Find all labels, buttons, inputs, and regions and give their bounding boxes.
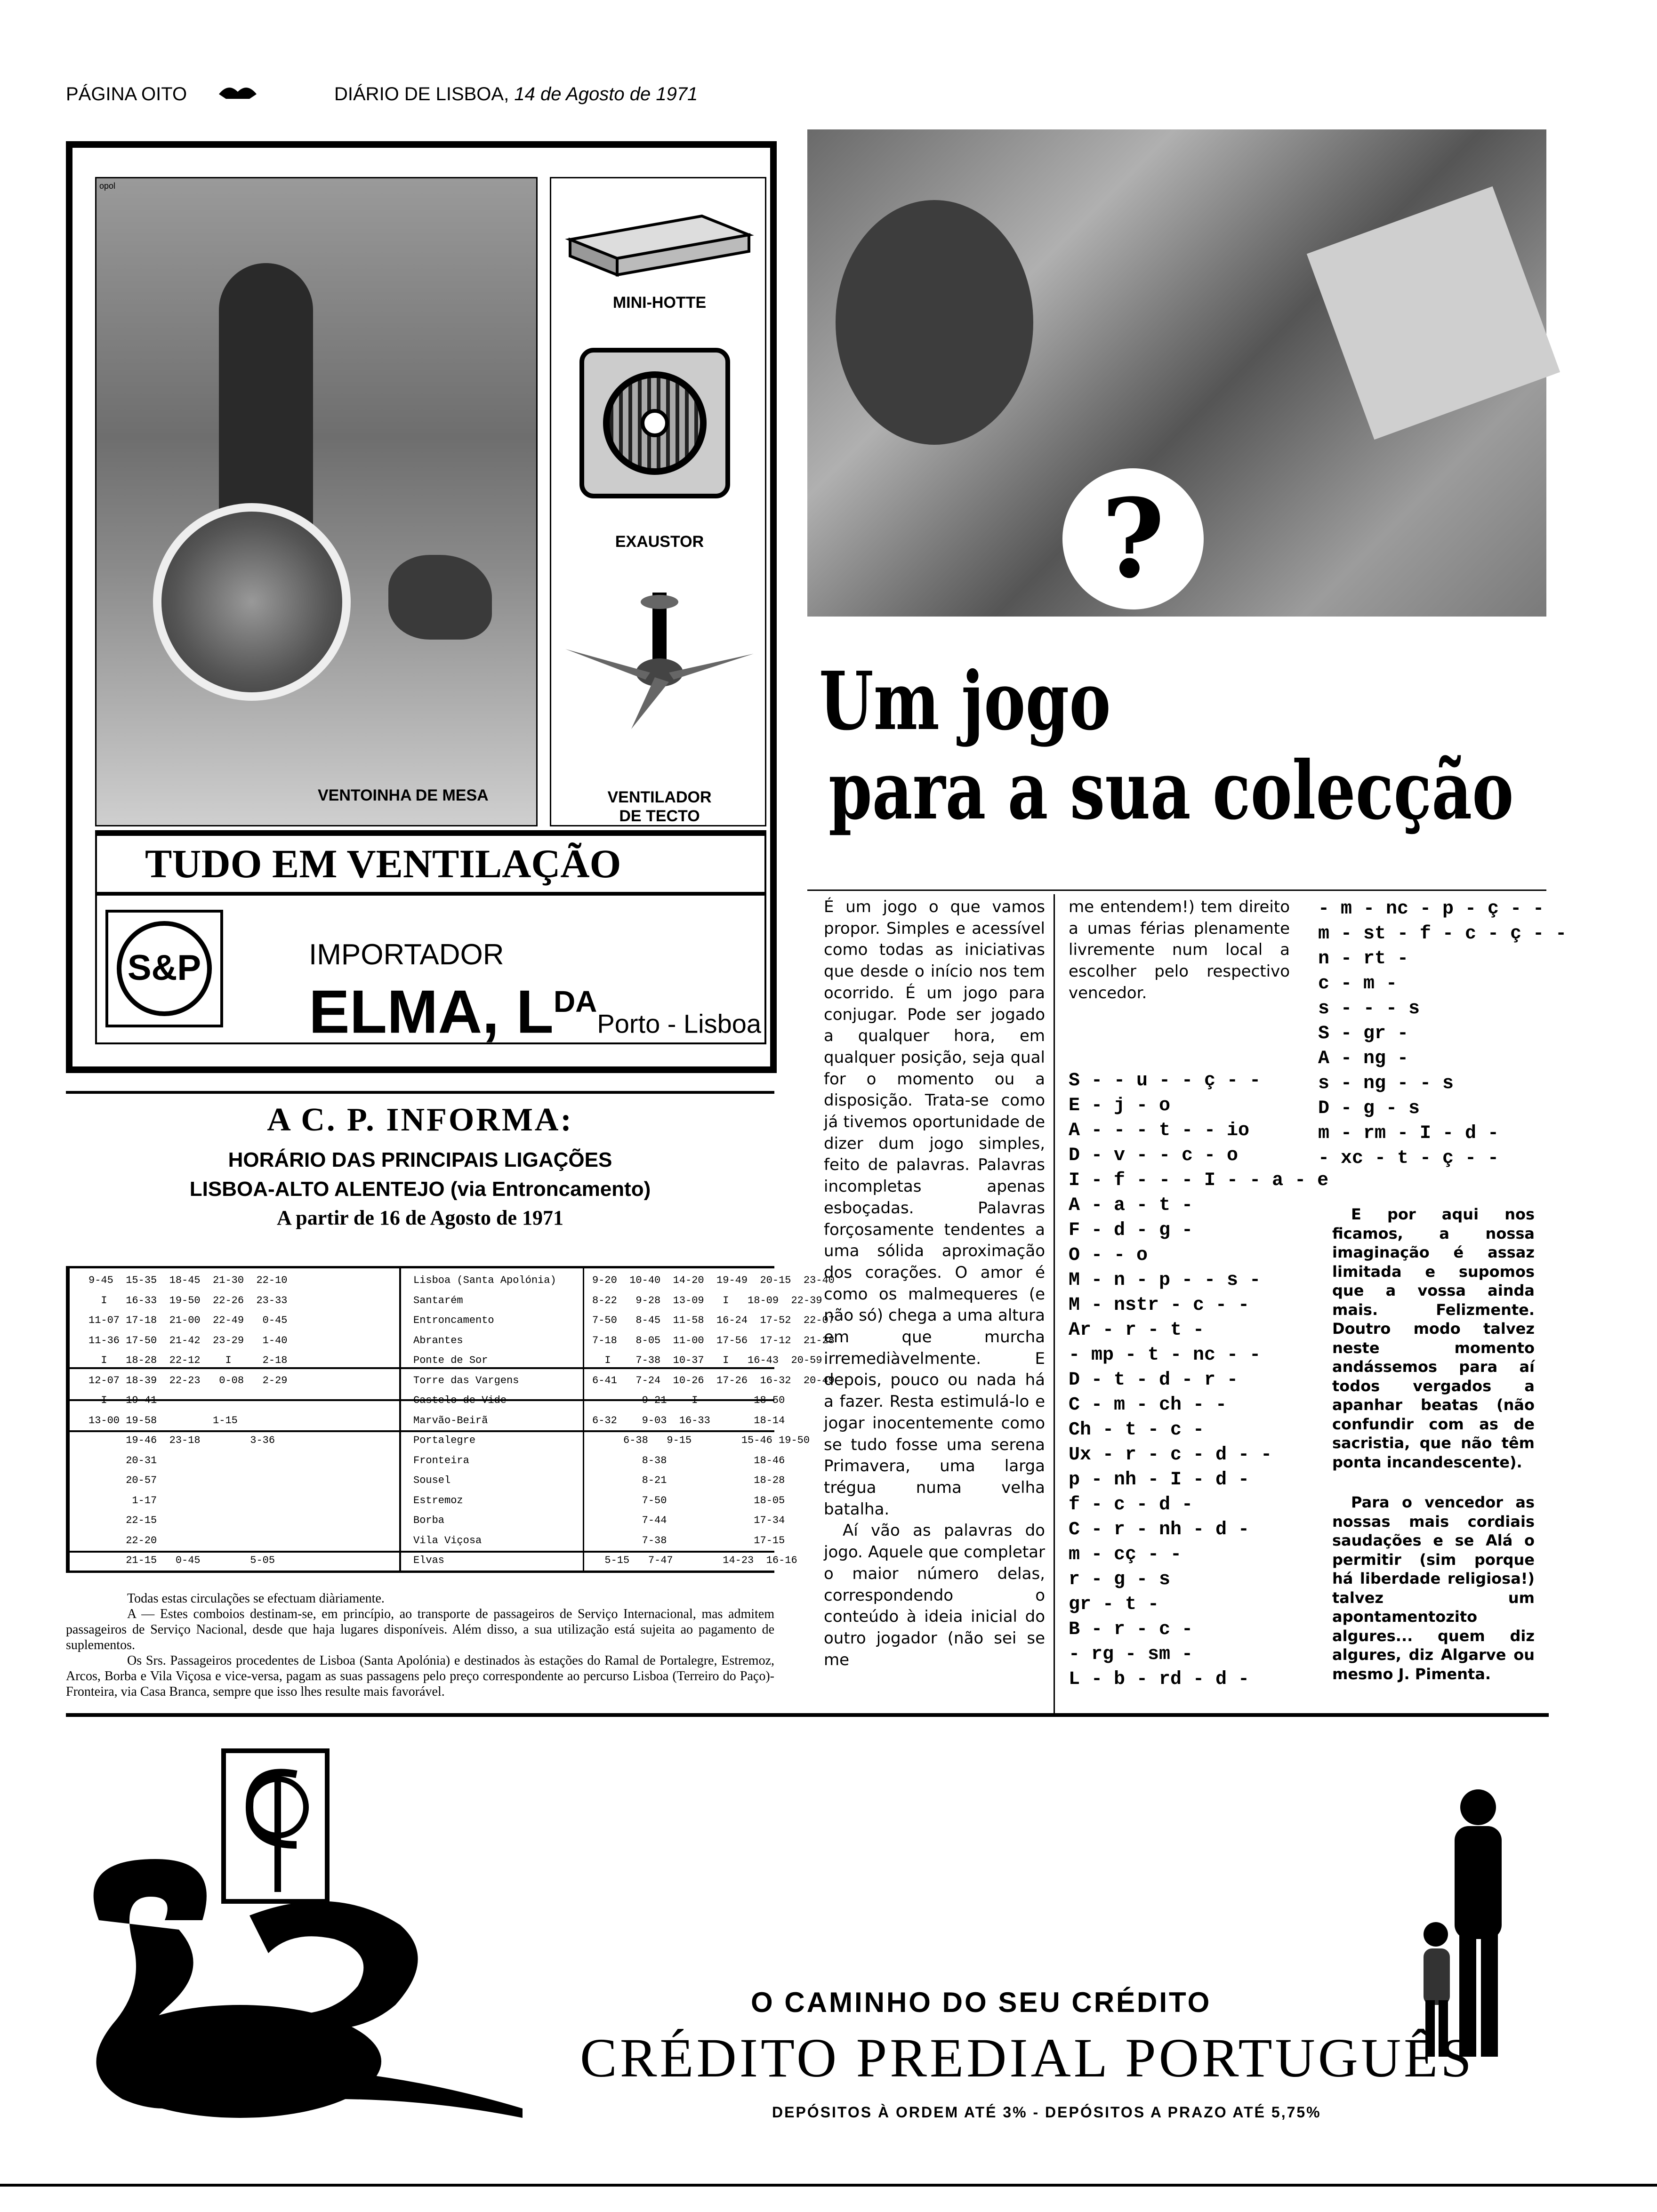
footnote-b: Os Srs. Passageiros procedentes de Lisboa (Santa Apolónia) e destinados às estações do Ramal de Portalegre, Estremoz, Arcos, Borba e Vila Viçosa e vice-versa, pagam as suas passagens pelo preço correspondente ao percurso Lisboa (Terreiro do Paço)-Fronteira, via Casa Branca, sempre que isso lhes resulte mais favorável.	[66, 1653, 774, 1699]
puzzle-word: p - nh - I - d -	[1069, 1469, 1250, 1491]
puzzle-word: M - nstr - c - -	[1069, 1295, 1250, 1316]
importer-box	[95, 894, 766, 1044]
station-cell: Ponte de Sor	[413, 1354, 488, 1366]
time-cell: 22-15	[88, 1515, 157, 1526]
time-cell: 8-22 9-28 13-09 I 18-09 22-39	[592, 1294, 822, 1306]
station-cell: Fronteira	[413, 1454, 469, 1467]
importer-label: IMPORTADOR	[309, 938, 504, 971]
puzzle-word: S - gr -	[1318, 1023, 1409, 1044]
exhaust-fan-icon	[579, 348, 730, 498]
table-row	[74, 1551, 797, 1571]
time-cell: 6-38 9-15 15-46 19-50	[592, 1435, 810, 1446]
puzzle-word: O - - o	[1069, 1245, 1148, 1266]
time-cell: I 19-41	[88, 1395, 157, 1406]
cpp-logo-icon	[71, 1741, 551, 2127]
puzzle-word: s - - - s	[1318, 998, 1420, 1019]
puzzle-word: S - - u - - ç - -	[1069, 1070, 1261, 1091]
puzzle-word: D - t - d - r -	[1069, 1370, 1239, 1391]
puzzle-word: A - - - t - - io	[1069, 1120, 1250, 1141]
ceiling-fan-label: VENTILADOR DE TECTO	[607, 788, 712, 825]
word-list-1	[1069, 1068, 1329, 1692]
puzzle-word: - rg - sm -	[1069, 1644, 1193, 1665]
footnote-head: Todas estas circulações se efectuam diàriamente.	[127, 1591, 385, 1606]
station-cell: Entroncamento	[413, 1314, 494, 1326]
time-cell: 5-15 7-47 14-23 16-16	[592, 1555, 797, 1566]
timetable	[66, 1266, 835, 1573]
time-cell: 7-50 8-45 11-58 16-24 17-52 22-07	[592, 1314, 835, 1326]
puzzle-word: I - f - - - I - - a - e	[1069, 1170, 1329, 1191]
time-cell: 8-38 18-46	[592, 1454, 785, 1467]
game-headline-2: para a sua colecção	[828, 744, 1514, 838]
time-cell: 9-21 I 18-50	[592, 1395, 785, 1406]
time-cell: I 18-28 22-12 I 2-18	[88, 1354, 288, 1366]
station-cell: Estremoz	[413, 1494, 463, 1507]
time-cell: 20-57	[88, 1475, 157, 1486]
deposit-rates: DEPÓSITOS À ORDEM ATÉ 3% - DEPÓSITOS A PRAZO ATÉ 5,75%	[772, 2104, 1321, 2121]
game-headline-1: Um jogo	[819, 654, 1111, 748]
puzzle-word: Ch - t - c -	[1069, 1419, 1205, 1441]
time-cell: 7-50 18-05	[592, 1494, 785, 1507]
game-column-2: me entendem!) tem direito a umas férias plenamente livremente num local a escolher pelo respectivo vencedor.	[1069, 898, 1290, 1002]
table-row	[74, 1291, 822, 1312]
table-row	[74, 1331, 835, 1352]
puzzle-word: r - g - s	[1069, 1569, 1171, 1590]
table-row	[74, 1431, 810, 1451]
rule	[0, 2184, 1657, 2187]
puzzle-word: A - ng -	[1318, 1048, 1409, 1069]
table-row	[74, 1471, 785, 1491]
mini-hotte-label: MINI-HOTTE	[612, 294, 707, 312]
rock	[388, 555, 492, 640]
timetable-rows	[74, 1271, 835, 1571]
puzzle-word: B - r - c -	[1069, 1619, 1193, 1640]
time-cell: 9-45 15-35 18-45 21-30 22-10	[88, 1274, 288, 1286]
station-cell: Sousel	[413, 1475, 451, 1486]
station-cell: Lisboa (Santa Apolónia)	[413, 1274, 556, 1286]
table-row	[74, 1531, 785, 1552]
puzzle-word: gr - t -	[1069, 1594, 1159, 1615]
acp-route: LISBOA-ALTO ALENTEJO (via Entroncamento)	[189, 1178, 651, 1201]
station-cell: Santarém	[413, 1294, 463, 1306]
page-number: PÁGINA OITO	[66, 84, 187, 104]
ventilation-headline: TUDO EM VENTILAÇÃO	[95, 833, 766, 894]
question-mark-badge: ?	[1062, 468, 1204, 609]
table-row	[74, 1311, 835, 1331]
table-row	[74, 1511, 785, 1531]
sp-logo: S&P	[105, 910, 223, 1027]
time-cell: 11-36 17-50 21-42 23-29 1-40	[88, 1334, 288, 1346]
footnote-a: A — Estes comboios destinam-se, em princípio, ao transporte de passageiros de Serviço Internacional, mas admitem passageiros de Serviço Nacional, desde que haja lugares disponíveis. Além disso, a sua utilização está sujeita ao pagamento de suplementos.	[66, 1607, 774, 1652]
time-cell: 7-18 8-05 11-00 17-56 17-12 21-28	[592, 1334, 835, 1346]
game-column-3: E por aqui nos ficamos, a nossa imaginação é assaz limitada e supomos que a vossa ainda mais. Felizmente. Doutro modo talvez neste momento andássemos para aí todos vergados a apanhar beatas (não confundir com as de sacristia, que não têm ponta incandescente). Para o vencedor as nossas mais cordiais saudações e se Alá o permitir (sim porque há liberdade religiosa!) talvez um apontamentozito algures... quem diz algures, diz Algarve ou mesmo J. Pimenta.	[1332, 1205, 1535, 1683]
paper-sheet	[1307, 186, 1560, 440]
game-column-1: É um jogo o que vamos propor. Simples e acessível como todas as iniciativas que desde o início nos tem ocorrido. É um jogo para conjugar. Pode ser jogado a qualquer hora, em qualquer posição, seja qual for o momento ou a disposição. Trata-se como já tivemos oportunidade de dizer dum jogo simples, feito de palavras. Palavras incompletas apenas esboçadas. Palavras forçosamente tendentes a uma sólida aproximação dos corações. O amor é como os malmequeres (e não só) chega a uma altura em que murcha irremediàvelmente. E depois, pouco ou nada há a fazer. Resta estimulá-lo e jogar inocentemente como se tudo fosse uma serena Primavera, uma larga trégua numa velha batalha. Aí vão as palavras do jogo. Aquele que completar o maior número delas, correspondendo o conteúdo à ideia inicial do outro jogador (não sei se me	[824, 898, 1045, 1669]
desk-fan-icon	[153, 503, 351, 701]
time-cell: 6-41 7-24 10-26 17-26 16-32 20-49	[592, 1374, 835, 1387]
bank-name: CRÉDITO PREDIAL PORTUGUÊS	[580, 2027, 1474, 2089]
station-cell: Elvas	[413, 1555, 445, 1566]
station-cell: Portalegre	[413, 1435, 476, 1446]
puzzle-word: - xc - t - ç - -	[1318, 1148, 1499, 1169]
station-cell: Castelo de Vide	[413, 1395, 507, 1406]
station-cell: Marvão-Beirã	[413, 1414, 488, 1427]
puzzle-word: E - j - o	[1069, 1095, 1171, 1116]
puzzle-word: C - m - ch - -	[1069, 1395, 1227, 1416]
time-cell: 21-15 0-45 5-05	[88, 1555, 275, 1566]
puzzle-word: Ux - r - c - d - -	[1069, 1444, 1272, 1466]
time-cell: 22-20	[88, 1534, 157, 1547]
masthead: DIÁRIO DE LISBOA, 14 de Agosto de 1971	[334, 84, 698, 104]
table-row	[74, 1451, 785, 1472]
photo-credit: opol	[99, 181, 116, 191]
exhaust-fan-label: EXAUSTOR	[615, 533, 704, 551]
desk-fan-label: VENTOINHA DE MESA	[318, 786, 489, 804]
ceiling-fan-icon	[561, 593, 758, 734]
time-cell: 6-32 9-03 16-33 18-14	[592, 1414, 785, 1427]
table-row	[74, 1411, 785, 1432]
bank-slogan: O CAMINHO DO SEU CRÉDITO	[751, 1987, 1212, 2018]
time-cell: 12-07 18-39 22-23 0-08 2-29	[88, 1374, 288, 1387]
products-panel	[550, 177, 766, 826]
acp-title: A C. P. INFORMA:	[267, 1102, 573, 1138]
ventilation-ad	[66, 141, 777, 1073]
column-rule	[1054, 894, 1055, 1713]
father-son-figure	[1412, 1779, 1516, 2061]
puzzle-word: - m - nc - p - ç - -	[1318, 898, 1544, 920]
puzzle-word: s - ng - - s	[1318, 1073, 1454, 1094]
time-cell: 7-38 17-15	[592, 1534, 785, 1547]
mini-hotte-icon	[561, 211, 754, 277]
puzzle-word: F - d - g -	[1069, 1220, 1193, 1241]
person-head	[836, 200, 1033, 445]
time-cell: 13-00 19-58 1-15	[88, 1414, 238, 1427]
time-cell: I 16-33 19-50 22-26 23-33	[88, 1294, 288, 1306]
timetable-footnotes	[66, 1591, 774, 1699]
rule	[66, 1091, 774, 1094]
table-row	[74, 1371, 835, 1392]
time-cell: 7-44 17-34	[592, 1515, 785, 1526]
puzzle-word: D - v - - c - o	[1069, 1145, 1239, 1166]
acp-date: A partir de 16 de Agosto de 1971	[276, 1206, 564, 1229]
acp-subtitle: HORÁRIO DAS PRINCIPAIS LIGAÇÕES	[228, 1148, 612, 1171]
station-cell: Torre das Vargens	[413, 1374, 519, 1387]
time-cell: 19-46 23-18 3-36	[88, 1435, 275, 1446]
puzzle-word: n - rt -	[1318, 948, 1409, 970]
station-cell: Borba	[413, 1515, 445, 1526]
word-list-2	[1318, 897, 1567, 1171]
puzzle-word: Ar - r - t -	[1069, 1320, 1205, 1341]
puzzle-word: A - a - t -	[1069, 1195, 1193, 1216]
puzzle-word: m - rm - I - d -	[1318, 1123, 1499, 1144]
table-row	[74, 1351, 822, 1371]
time-cell: 8-21 18-28	[592, 1475, 785, 1486]
puzzle-word: L - b - rd - d -	[1069, 1669, 1250, 1690]
issue-date: 14 de Agosto de 1971	[514, 84, 698, 104]
time-cell: I 7-38 10-37 I 16-43 20-59	[592, 1354, 822, 1366]
time-cell: 1-17	[88, 1494, 157, 1507]
time-cell: 9-20 10-40 14-20 19-49 20-15 23-40	[592, 1274, 835, 1286]
rule	[66, 1713, 1549, 1717]
station-cell: Abrantes	[413, 1334, 463, 1346]
puzzle-word: c - m -	[1318, 973, 1398, 994]
game-photo	[807, 129, 1546, 617]
rule	[807, 890, 1546, 891]
table-row	[74, 1391, 785, 1411]
puzzle-word: f - c - d -	[1069, 1494, 1193, 1515]
puzzle-word: - mp - t - nc - -	[1069, 1345, 1261, 1366]
puzzle-word: M - n - p - - s -	[1069, 1270, 1261, 1291]
puzzle-word: C - r - nh - d -	[1069, 1519, 1250, 1540]
puzzle-word: D - g - s	[1318, 1098, 1420, 1119]
puzzle-word: m - cç - -	[1069, 1544, 1182, 1565]
table-row	[74, 1271, 835, 1291]
time-cell: 20-31	[88, 1454, 157, 1467]
time-cell: 11-07 17-18 21-00 22-49 0-45	[88, 1314, 288, 1326]
desk-fan-photo	[95, 177, 538, 826]
station-cell: Vila Viçosa	[413, 1534, 482, 1547]
table-row	[74, 1491, 785, 1512]
puzzle-word: m - st - f - c - ç - -	[1318, 923, 1567, 945]
masthead-emblem-icon	[217, 80, 259, 104]
company-name: ELMA, $L^{DA}Porto$ - Lisboa	[309, 977, 762, 1046]
